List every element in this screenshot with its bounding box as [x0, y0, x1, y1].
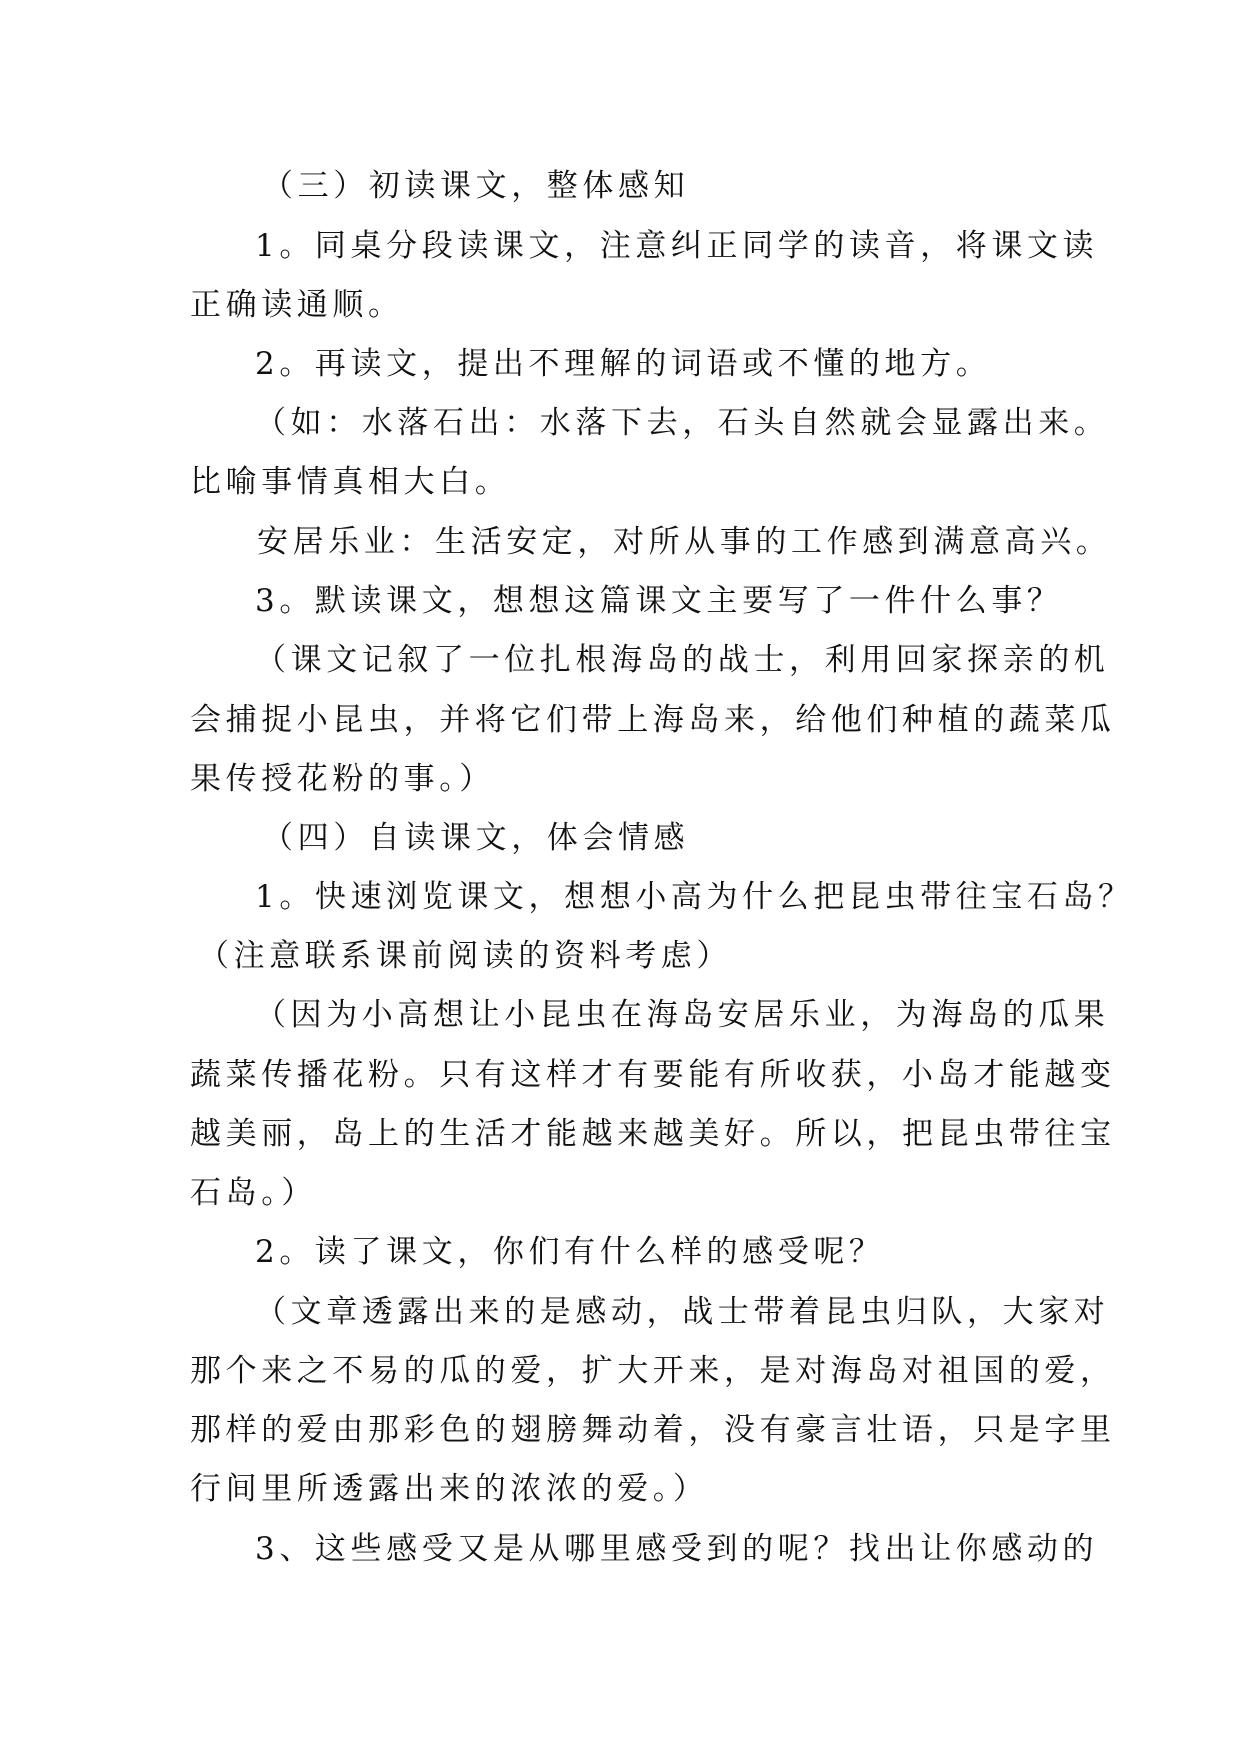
- paragraph-line: 3、这些感受又是从哪里感受到的呢？找出让你感动的: [255, 1531, 1099, 1567]
- section-heading-4: （四）自读课文，体会情感: [262, 820, 690, 856]
- paragraph-line: （如：水落石出：水落下去，石头自然就会显露出来。: [255, 405, 1110, 441]
- paragraph-line: 1。同桌分段读课文，注意纠正同学的读音，将课文读: [255, 228, 1099, 264]
- paragraph-line: （注意联系课前阅读的资料考虑）: [198, 938, 732, 974]
- section-heading-3: （三）初读课文，整体感知: [262, 168, 690, 204]
- paragraph-line: 1。快速浏览课文，想想小高为什么把昆虫带往宝石岛？: [255, 879, 1134, 915]
- paragraph-line: 果传授花粉的事。）: [190, 761, 495, 797]
- paragraph-line: 安居乐业：生活安定，对所从事的工作感到满意高兴。: [257, 524, 1112, 560]
- paragraph-line: 3。默读课文，想想这篇课文主要写了一件什么事？: [255, 583, 1063, 619]
- paragraph-line: （文章透露出来的是感动，战士带着昆虫归队，大家对: [255, 1294, 1110, 1330]
- paragraph-line: 2。再读文，提出不理解的词语或不懂的地方。: [255, 346, 992, 382]
- paragraph-line: 2。读了课文，你们有什么样的感受呢？: [255, 1234, 885, 1270]
- paragraph-line: 石岛。）: [190, 1175, 317, 1211]
- paragraph-line: 那个来之不易的瓜的爱，扩大开来，是对海岛对祖国的爱，: [190, 1353, 1116, 1389]
- paragraph-line: （因为小高想让小昆虫在海岛安居乐业，为海岛的瓜果: [255, 997, 1110, 1033]
- paragraph-line: 那样的爱由那彩色的翅膀舞动着，没有豪言壮语，只是字里: [190, 1412, 1116, 1448]
- paragraph-line: 蔬菜传播花粉。只有这样才有要能有所收获，小岛才能越变: [190, 1057, 1116, 1093]
- paragraph-line: 会捕捉小昆虫，并将它们带上海岛来，给他们种植的蔬菜瓜: [190, 702, 1116, 738]
- paragraph-line: 行间里所透露出来的浓浓的爱。）: [190, 1471, 709, 1507]
- paragraph-line: 越美丽，岛上的生活才能越来越美好。所以，把昆虫带往宝: [190, 1116, 1116, 1152]
- paragraph-line: 正确读通顺。: [190, 287, 404, 323]
- paragraph-line: （课文记叙了一位扎根海岛的战士，利用回家探亲的机: [255, 642, 1110, 678]
- paragraph-line: 比喻事情真相大白。: [190, 464, 511, 500]
